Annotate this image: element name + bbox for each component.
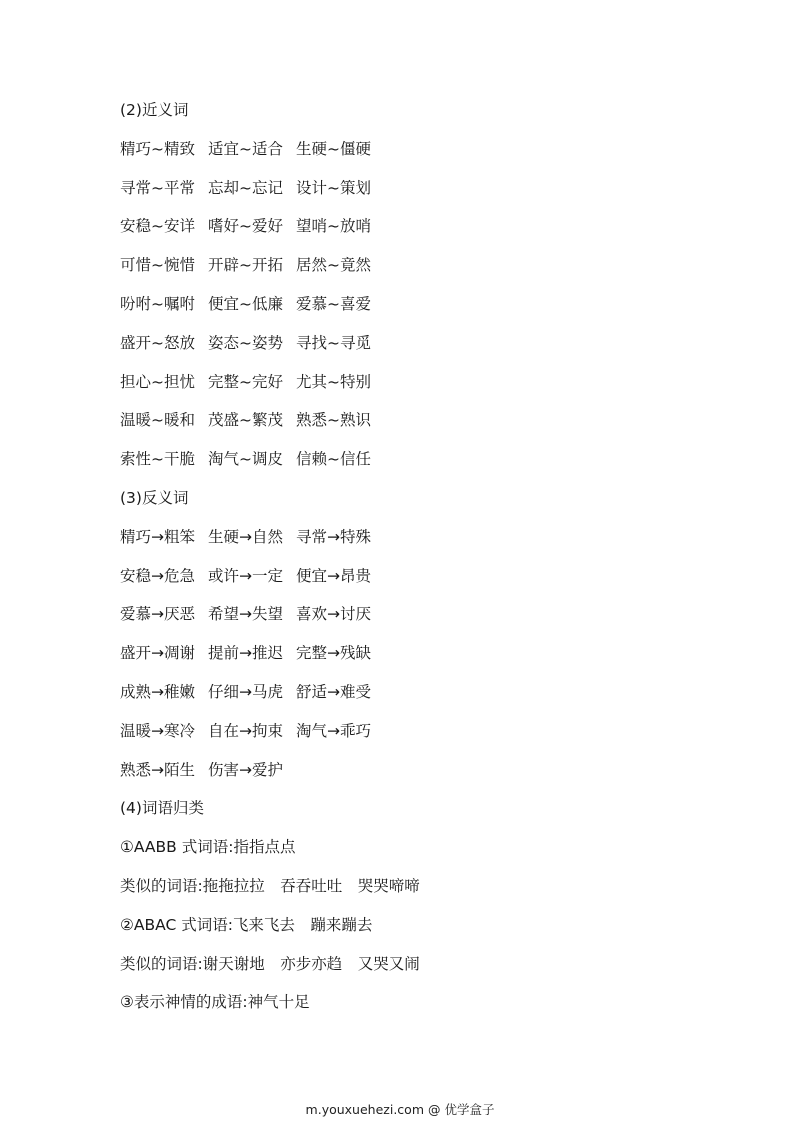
word-pair: 盛开→凋谢 (120, 644, 195, 663)
word-pair: 淘气→乖巧 (296, 721, 371, 740)
word-pair: 担心~担忧 (120, 372, 195, 391)
word-pair: 开辟~开拓 (208, 256, 283, 275)
word-pair: 寻常~平常 (120, 178, 195, 197)
antonyms-heading: (3)反义词 (120, 488, 189, 507)
synonym-row (120, 290, 740, 329)
word-pair: 便宜→昂贵 (296, 566, 371, 585)
word-pair: 安稳~安详 (120, 217, 195, 236)
antonym-row (120, 756, 740, 795)
word-pair: 忘却~忘记 (208, 178, 283, 197)
word-pair: 精巧~精致 (120, 139, 195, 158)
word-pair: 爱慕~喜爱 (296, 294, 371, 313)
abac-line: ②ABAC 式词语:飞来飞去 蹦来蹦去 (120, 915, 373, 934)
word-pair: 爱慕→厌恶 (120, 605, 195, 624)
word-pair: 熟悉~熟识 (296, 411, 371, 430)
word-pair: 茂盛~繁茂 (208, 411, 283, 430)
word-pair: 伤害→爱护 (208, 760, 283, 779)
word-pair: 适宜~适合 (208, 139, 283, 158)
antonyms-list (120, 523, 740, 795)
antonym-row (120, 639, 740, 678)
word-pair: 设计~策划 (296, 178, 371, 197)
word-pair: 温暖~暖和 (120, 411, 195, 430)
abac-similar-line: 类似的词语:谢天谢地 亦步亦趋 又哭又闹 (120, 954, 420, 973)
word-pair: 仔细→马虎 (208, 682, 283, 701)
antonym-row (120, 600, 740, 639)
synonym-row (120, 135, 740, 174)
word-pair: 完整~完好 (208, 372, 283, 391)
synonym-row (120, 251, 740, 290)
word-pair: 便宜~低廉 (208, 294, 283, 313)
antonym-row (120, 717, 740, 756)
synonym-row (120, 445, 740, 484)
aabb-similar-line: 类似的词语:拖拖拉拉 吞吞吐吐 哭哭啼啼 (120, 876, 420, 895)
word-pair: 可惜~惋惜 (120, 256, 195, 275)
word-pair: 生硬→自然 (208, 527, 283, 546)
word-pair: 自在→拘束 (208, 721, 283, 740)
synonym-row (120, 406, 740, 445)
classification-heading: (4)词语归类 (120, 799, 204, 818)
idiom-line: ③表示神情的成语:神气十足 (120, 993, 310, 1012)
synonym-row (120, 174, 740, 213)
document-content (120, 96, 740, 1027)
synonym-row (120, 329, 740, 368)
word-pair: 提前→推迟 (208, 644, 283, 663)
antonym-row (120, 523, 740, 562)
word-pair: 索性~干脆 (120, 450, 195, 469)
word-pair: 淘气~调皮 (208, 450, 283, 469)
synonym-row (120, 212, 740, 251)
antonym-row (120, 562, 740, 601)
word-pair: 温暖→寒冷 (120, 721, 195, 740)
word-pair: 姿态~姿势 (208, 333, 283, 352)
footer-watermark: m.youxuehezi.com @ 优学盒子 (305, 1102, 495, 1117)
word-pair: 希望→失望 (208, 605, 283, 624)
word-pair: 寻找~寻觅 (296, 333, 371, 352)
word-pair: 盛开~怒放 (120, 333, 195, 352)
word-pair: 精巧→粗笨 (120, 527, 195, 546)
word-pair: 完整→残缺 (296, 644, 371, 663)
word-pair: 吩咐~嘱咐 (120, 294, 195, 313)
word-pair: 生硬~僵硬 (296, 139, 371, 158)
synonyms-heading: (2)近义词 (120, 101, 189, 119)
word-pair: 居然~竟然 (296, 256, 371, 275)
aabb-line: ①AABB 式词语:指指点点 (120, 838, 296, 857)
word-pair: 成熟→稚嫩 (120, 682, 195, 701)
word-pair: 喜欢→讨厌 (296, 605, 371, 624)
word-pair: 寻常→特殊 (296, 527, 371, 546)
antonym-row (120, 678, 740, 717)
word-pair: 尤其~特别 (296, 372, 371, 391)
synonym-row (120, 368, 740, 407)
word-pair: 熟悉→陌生 (120, 760, 195, 779)
word-pair: 信赖~信任 (296, 450, 371, 469)
word-pair: 安稳→危急 (120, 566, 195, 585)
word-pair: 舒适→难受 (296, 682, 371, 701)
word-pair: 嗜好~爱好 (208, 217, 283, 236)
word-pair: 或许→一定 (208, 566, 283, 585)
word-pair: 望哨~放哨 (296, 217, 371, 236)
synonyms-list (120, 135, 740, 484)
